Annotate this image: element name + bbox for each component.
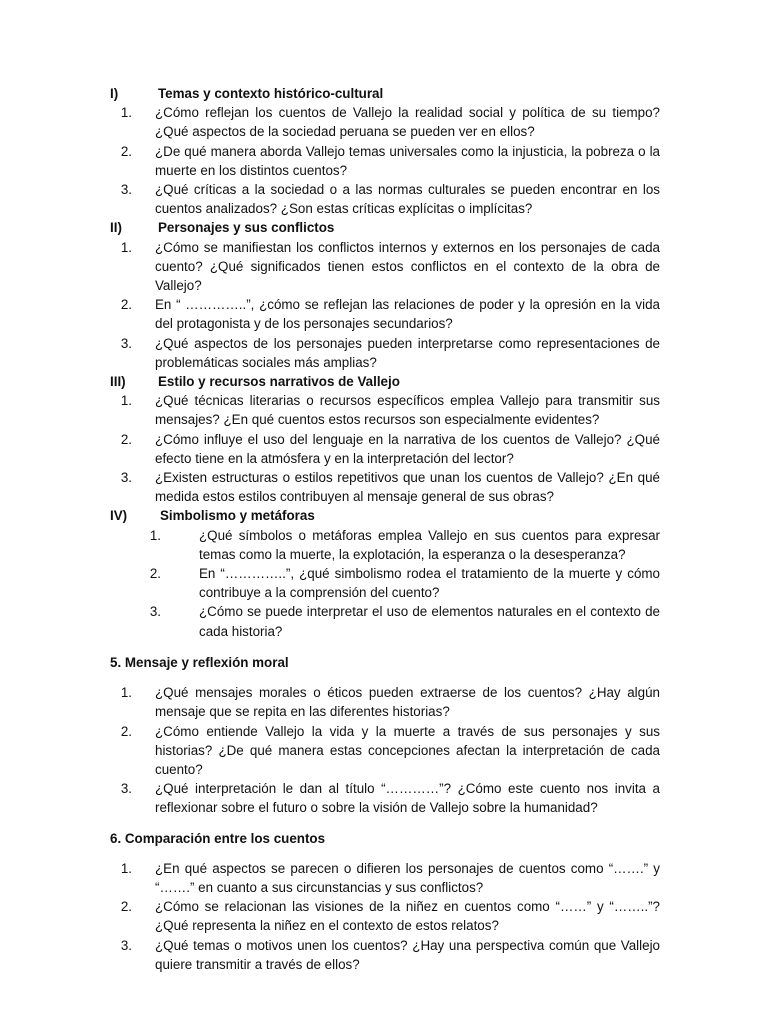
section-heading bbox=[110, 84, 660, 103]
item-text: ¿Cómo se relacionan las visiones de la niñez en cuentos como “……” y “……..”? ¿Qué representa la niñez en el contexto de estos relatos? bbox=[155, 899, 660, 934]
section-heading bbox=[110, 218, 660, 237]
question-item bbox=[110, 526, 660, 564]
section-6-heading: 6. Comparación entre los cuentos bbox=[110, 830, 326, 846]
item-number: 2. bbox=[149, 566, 161, 582]
question-list bbox=[110, 683, 660, 817]
question-item bbox=[110, 683, 660, 721]
item-text: ¿Cómo entiende Vallejo la vida y la muerte a través de sus personajes y sus historias? ¿De qué manera estas concepciones afectan la interpretación de cada cuento? bbox=[155, 723, 660, 777]
item-text: En “ …………..”, ¿cómo se reflejan las relaciones de poder y la opresión en la vida del protagonista y de los personajes secundarios? bbox=[155, 297, 660, 332]
item-number: 1. bbox=[120, 239, 132, 255]
document-page bbox=[110, 84, 660, 974]
question-item bbox=[110, 936, 660, 974]
question-item bbox=[110, 859, 660, 897]
item-text: ¿Qué símbolos o metáforas emplea Vallejo en sus cuentos para expresar temas como la muerte, la explotación, la esperanza o la desesperanza? bbox=[199, 527, 660, 562]
section-number: I) bbox=[110, 86, 119, 101]
item-text: En “…………..”, ¿qué simbolismo rodea el tratamiento de la muerte y cómo contribuye a la comprensión del cuento? bbox=[199, 566, 660, 601]
item-text: ¿De qué manera aborda Vallejo temas universales como la injusticia, la pobreza o la muerte en los distintos cuentos? bbox=[155, 143, 660, 178]
item-number: 1. bbox=[120, 393, 132, 409]
question-item bbox=[110, 295, 660, 333]
section-heading bbox=[110, 372, 660, 391]
question-item bbox=[110, 430, 660, 468]
question-item bbox=[110, 722, 660, 780]
item-text: ¿Cómo se puede interpretar el uso de elementos naturales en el contexto de cada historia? bbox=[199, 604, 660, 639]
item-number: 1. bbox=[120, 860, 132, 876]
section-number: III) bbox=[110, 374, 126, 390]
question-item bbox=[110, 602, 660, 640]
section-title: Temas y contexto histórico-cultural bbox=[158, 86, 384, 101]
item-number: 3. bbox=[120, 470, 132, 486]
question-item bbox=[110, 779, 660, 817]
section-heading bbox=[110, 506, 660, 525]
item-number: 1. bbox=[120, 685, 132, 701]
question-list bbox=[110, 391, 660, 506]
question-item bbox=[110, 334, 660, 372]
item-text: ¿Qué temas o motivos unen los cuentos? ¿Hay una perspectiva común que Vallejo quiere transmitir a través de ellos? bbox=[155, 937, 660, 972]
question-item bbox=[110, 468, 660, 506]
item-number: 3. bbox=[120, 937, 132, 953]
section-title: Personajes y sus conflictos bbox=[158, 220, 335, 236]
item-text: ¿En qué aspectos se parecen o difieren los personajes de cuentos como “…….” y “…….” en cuanto a sus circunstancias y sus conflictos? bbox=[155, 860, 660, 895]
item-text: ¿Qué aspectos de los personajes pueden interpretarse como representaciones de problemáticas sociales más amplias? bbox=[155, 335, 660, 370]
question-item bbox=[110, 564, 660, 602]
question-item bbox=[110, 103, 660, 141]
item-text: ¿Cómo se manifiestan los conflictos internos y externos en los personajes de cada cuento? ¿Qué significados tienen estos conflictos en el contexto de la obra de Vallejo? bbox=[155, 239, 660, 294]
section-title: Estilo y recursos narrativos de Vallejo bbox=[158, 374, 400, 390]
question-list bbox=[110, 526, 660, 641]
item-number: 3. bbox=[120, 781, 132, 797]
item-number: 1. bbox=[120, 105, 132, 121]
item-number: 3. bbox=[149, 604, 161, 620]
question-list bbox=[110, 859, 660, 974]
item-number: 2. bbox=[120, 431, 132, 447]
item-number: 1. bbox=[149, 527, 161, 543]
question-item bbox=[110, 391, 660, 429]
item-text: ¿Qué técnicas literarias o recursos específicos emplea Vallejo para transmitir sus mensajes? ¿En qué cuentos estos recursos son especialmente evidentes? bbox=[155, 393, 660, 428]
item-text: ¿Existen estructuras o estilos repetitivos que unan los cuentos de Vallejo? ¿En qué medida estos estilos contribuyen al mensaje general de sus obras? bbox=[155, 470, 660, 505]
section-title: Simbolismo y metáforas bbox=[160, 508, 315, 524]
item-number: 3. bbox=[120, 182, 132, 198]
item-text: ¿Qué críticas a la sociedad o a las normas culturales se pueden encontrar en los cuentos analizados? ¿Son estas críticas explícitas o implícitas? bbox=[155, 182, 660, 217]
question-item bbox=[110, 142, 660, 180]
question-item bbox=[110, 238, 660, 296]
section-number: IV) bbox=[110, 508, 128, 524]
item-text: ¿Qué mensajes morales o éticos pueden extraerse de los cuentos? ¿Hay algún mensaje que se repita en las diferentes historias? bbox=[155, 685, 660, 720]
item-number: 2. bbox=[120, 723, 132, 739]
item-text: ¿Cómo reflejan los cuentos de Vallejo la realidad social y política de su tiempo? ¿Qué aspectos de la sociedad peruana se pueden ver en ellos? bbox=[155, 105, 660, 140]
question-item bbox=[110, 897, 660, 935]
question-list bbox=[110, 103, 660, 218]
item-text: ¿Qué interpretación le dan al título “…………”? ¿Cómo este cuento nos invita a reflexionar sobre el futuro o sobre la visión de Vallejo sobre la humanidad? bbox=[155, 781, 660, 816]
item-text: ¿Cómo influye el uso del lenguaje en la narrativa de los cuentos de Vallejo? ¿Qué efecto tiene en la atmósfera y en la interpretación del lector? bbox=[155, 431, 660, 466]
question-item bbox=[110, 180, 660, 218]
item-number: 3. bbox=[120, 335, 132, 351]
question-list bbox=[110, 238, 660, 372]
item-number: 2. bbox=[120, 899, 132, 915]
item-number: 2. bbox=[120, 143, 132, 159]
item-number: 2. bbox=[120, 297, 132, 313]
section-number: II) bbox=[110, 220, 122, 236]
section-5-heading: 5. Mensaje y reflexión moral bbox=[110, 654, 289, 670]
